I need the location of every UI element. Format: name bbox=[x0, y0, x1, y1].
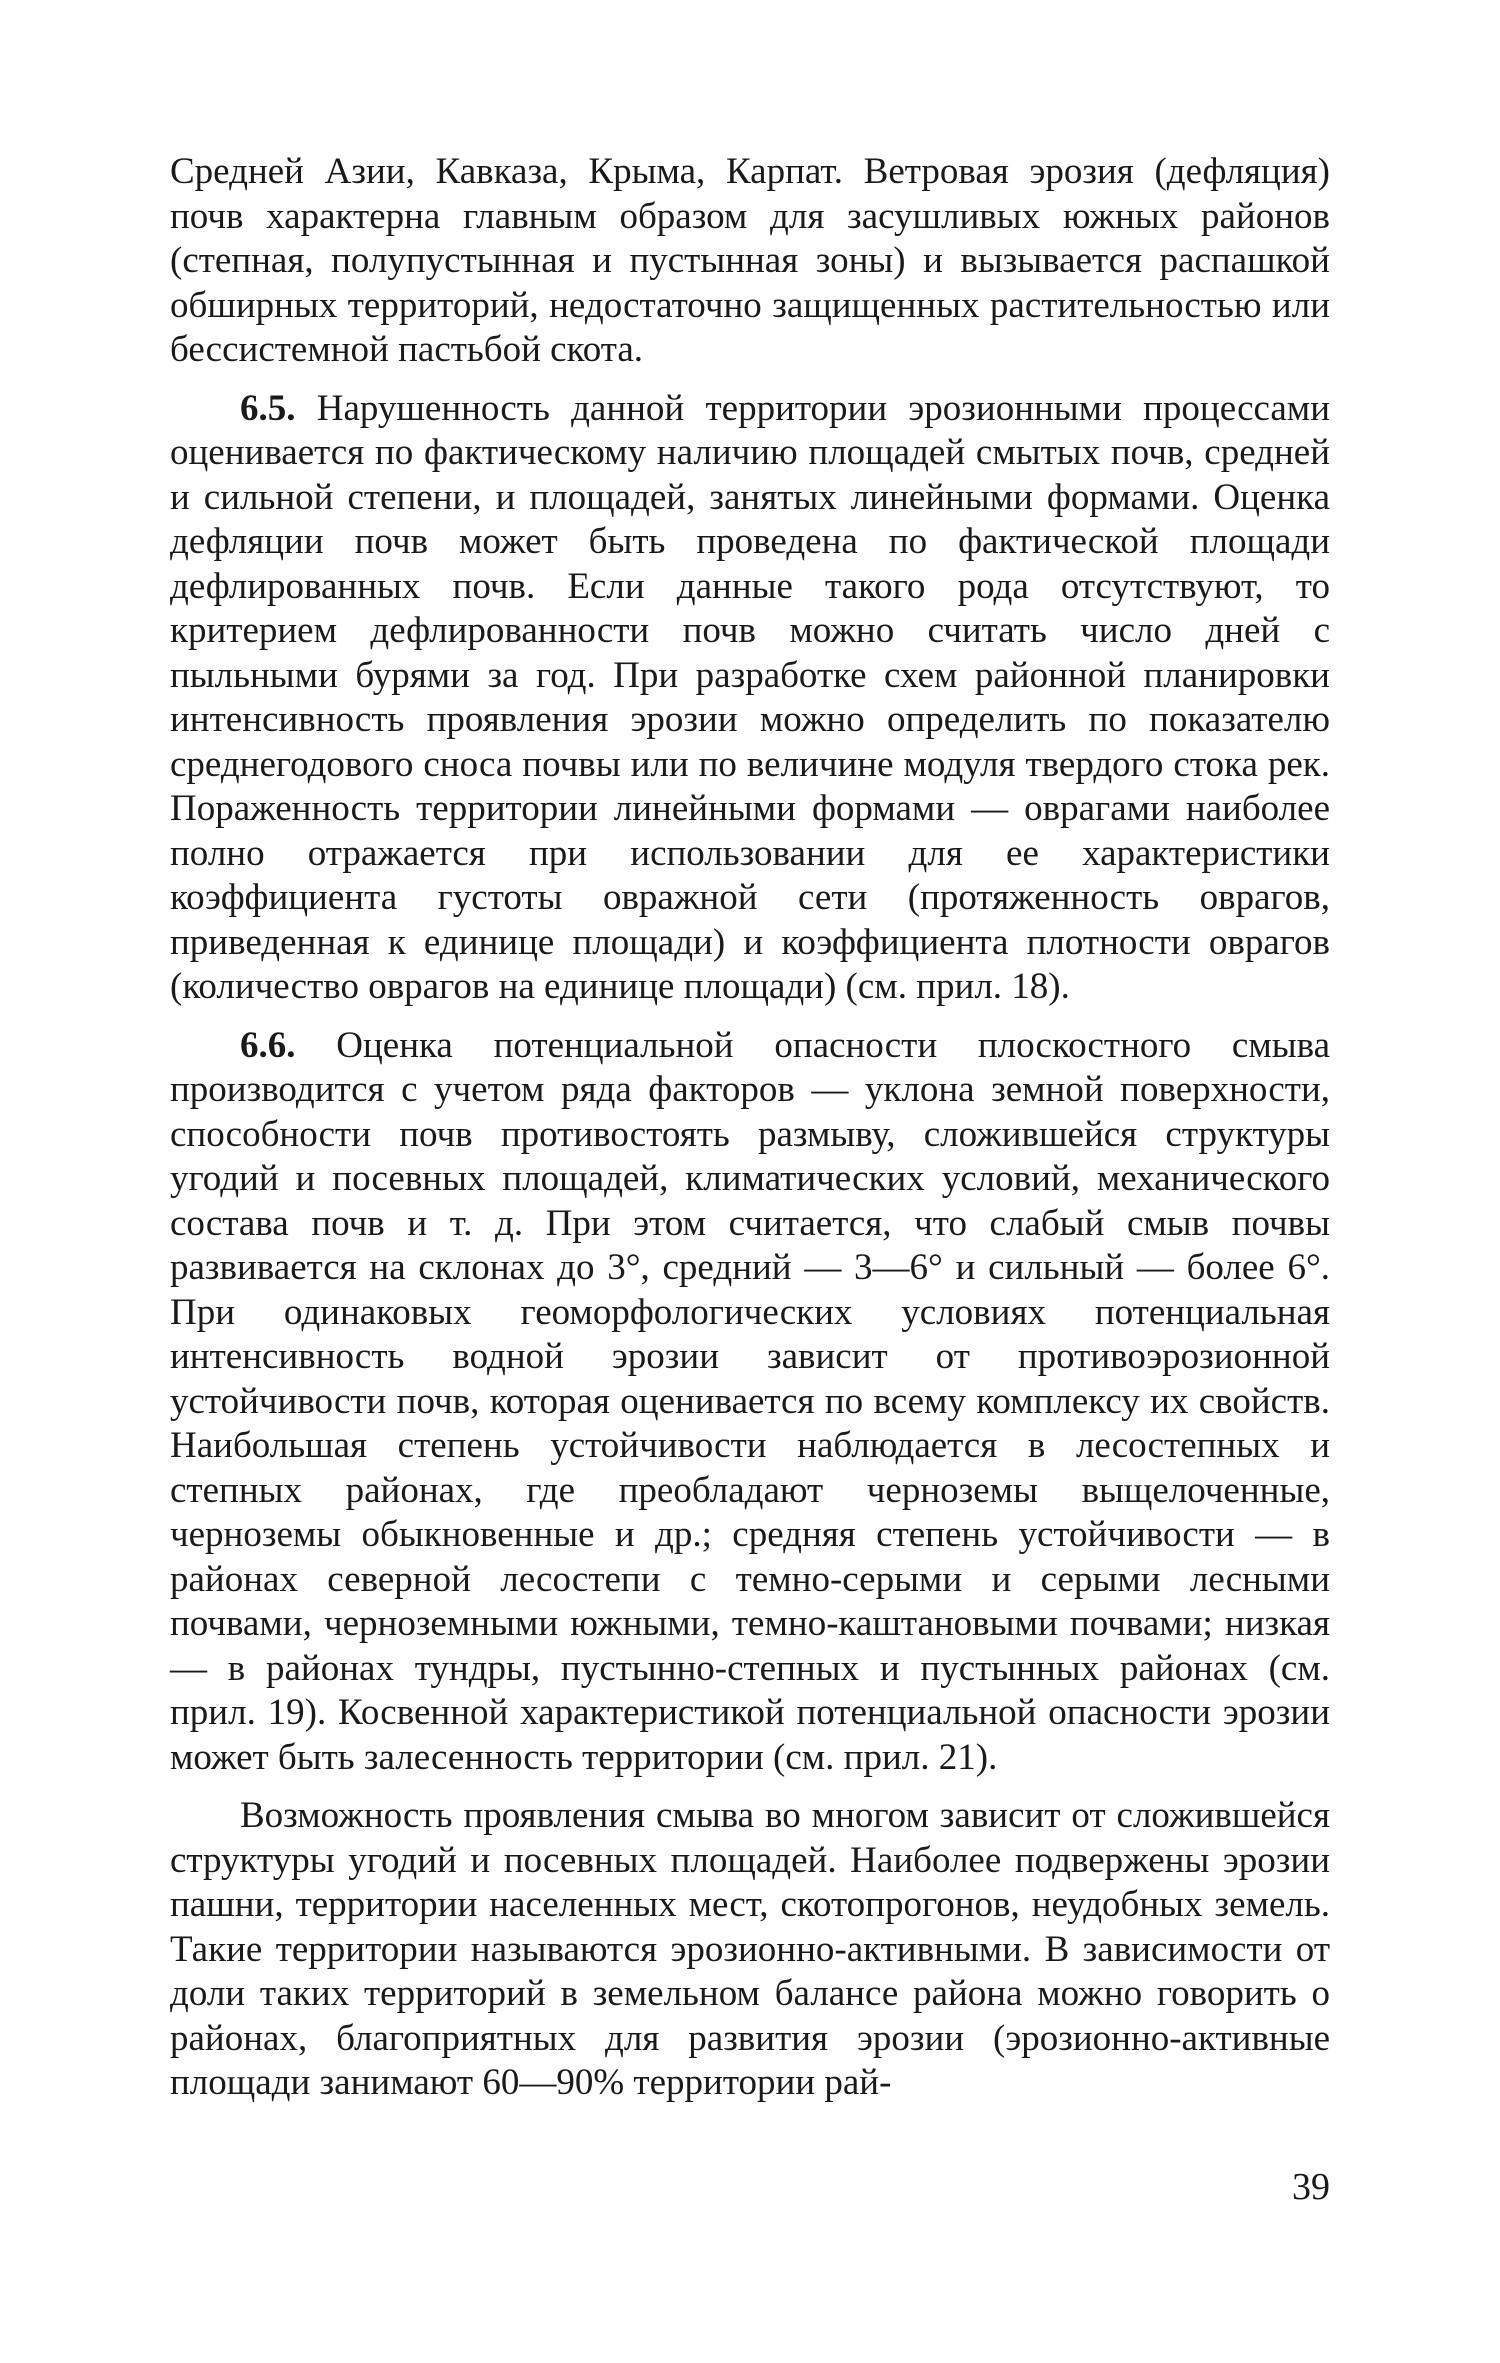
paragraph-text: Средней Азии, Кавказа, Крыма, Карпат. Ветровая эрозия (дефляция) почв характерна главным образом для засушливых южных районов (степная, полупустынная и пустынная зоны) и вызывается распашкой обширных территорий, недостаточно защищенных растительностью или бессистемной пастьбой скота. bbox=[170, 151, 1330, 370]
paragraph-section-6-5 bbox=[170, 387, 1330, 1010]
page-number: 39 bbox=[1292, 2166, 1330, 2208]
section-number: 6.5. bbox=[240, 387, 296, 429]
paragraph-text: Оценка потенциальной опасности плоскостного смыва производится с учетом ряда факторов — уклона земной поверхности, способности почв противостоять размыву, сложившейся структуры угодий и посевных площадей, климатических условий, механического состава почв и т. д. При этом считается, что слабый смыв почвы развивается на склонах до 3°, средний — 3—6° и сильный — более 6°. При одинаковых геоморфологических условиях потенциальная интенсивность водной эрозии зависит от противоэрозионной устойчивости почв, которая оценивается по всему комплексу их свойств. Наибольшая степень устойчивости наблюдается в лесостепных и степных районах, где преобладают черноземы выщелоченные, черноземы обыкновенные и др.; средняя степень устойчивости — в районах северной лесостепи с темно-серыми и серыми лесными почвами, черноземными южными, темно-каштановыми почвами; низкая — в районах тундры, пустынно-степных и пустынных районах (см. прил. 19). Косвенной характеристикой потенциальной опасности эрозии может быть залесенность территории (см. прил. 21). bbox=[170, 1024, 1331, 1778]
paragraph-continuation bbox=[170, 150, 1330, 373]
paragraph-text: Возможность проявления смыва во многом зависит от сложившейся структуры угодий и посевных площадей. Наиболее подвержены эрозии пашни, территории населенных мест, скотопрогонов, неудобных земель. Такие территории называются эрозионно-активными. В зависимости от доли таких территорий в земельном балансе района можно говорить о районах, благоприятных для развития эрозии (эрозионно-активные площади занимают 60—90% территории рай- bbox=[170, 1795, 1330, 2103]
paragraph-text: Нарушенность данной территории эрозионными процессами оценивается по фактическому наличию площадей смытых почв, средней и сильной степени, и площадей, занятых линейными формами. Оценка дефляции почв может быть проведена по фактической площади дефлированных почв. Если данные такого рода отсутствуют, то критерием дефлированности почв можно считать число дней с пыльными бурями за год. При разработке схем районной планировки интенсивность проявления эрозии можно определить по показателю среднегодового сноса почвы или по величине модуля твердого стока рек. Пораженность территории линейными формами — оврагами наиболее полно отражается при использовании для ее характеристики коэффициента густоты овражной сети (протяженность оврагов, приведенная к единице площади) и коэффициента плотности оврагов (количество оврагов на единице площади) (см. прил. 18). bbox=[170, 387, 1331, 1007]
body-text bbox=[170, 150, 1330, 2106]
paragraph-erosion-activity bbox=[170, 1794, 1330, 2106]
section-number: 6.6. bbox=[240, 1024, 296, 1066]
paragraph-section-6-6 bbox=[170, 1024, 1330, 1781]
